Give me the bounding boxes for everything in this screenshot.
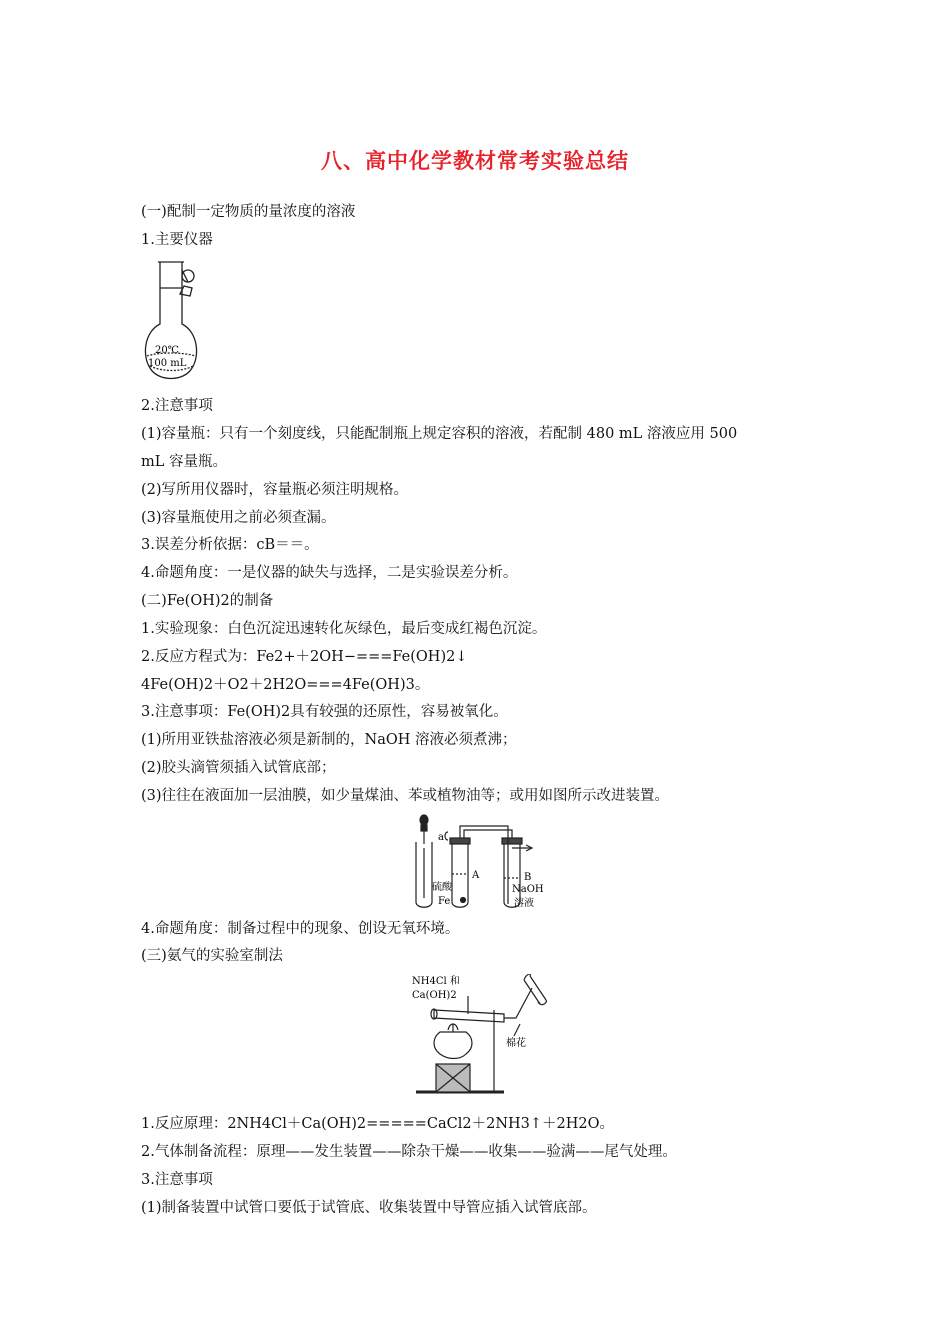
label-cotton: 棉花 xyxy=(506,1038,526,1049)
text-line: 2.气体制备流程：原理——发生装置——除杂干燥——收集——验满——尾气处理。 xyxy=(141,1144,677,1160)
label-a: a xyxy=(438,832,444,843)
text-line: mL 容量瓶。 xyxy=(141,454,227,470)
flask-volume-label: 100 mL xyxy=(148,358,187,369)
page-title: 八、高中化学教材常考实验总结 xyxy=(321,149,629,173)
section-heading-2: (二)Fe(OH)2的制备 xyxy=(141,593,274,609)
text-line: (1)制备装置中试管口要低于试管底、收集装置中导管应插入试管底部。 xyxy=(141,1200,597,1216)
text-line: (2)写所用仪器时，容量瓶必须注明规格。 xyxy=(141,482,409,498)
text-line: 1.主要仪器 xyxy=(141,232,213,248)
text-line: 4Fe(OH)2＋O2＋2H2O===4Fe(OH)3。 xyxy=(141,677,430,693)
text-line: 3.注意事项 xyxy=(141,1172,213,1188)
flask-temp-label: 20℃ xyxy=(155,345,179,356)
label-reagent2: Ca(OH)2 xyxy=(412,990,457,1001)
label-fe: Fe xyxy=(438,896,451,907)
text-line: (1)容量瓶：只有一个刻度线，只能配制瓶上规定容积的溶液，若配制 480 mL 溶液应用 500 xyxy=(141,426,738,442)
label-A: A xyxy=(472,870,480,881)
text-line: 2.反应方程式为：Fe2+＋2OH−===Fe(OH)2↓ xyxy=(141,649,468,665)
label-reagent1: NH4Cl 和 xyxy=(412,976,460,987)
text-line: 4.命题角度：一是仪器的缺失与选择，二是实验误差分析。 xyxy=(141,565,518,581)
text-line: 4.命题角度：制备过程中的现象、创设无氧环境。 xyxy=(141,921,460,937)
volumetric-flask-figure xyxy=(138,256,204,388)
section-heading-3: (三)氨气的实验室制法 xyxy=(141,948,283,964)
label-solution: 溶液 xyxy=(514,898,534,909)
label-B: B xyxy=(524,872,532,883)
text-line: (1)所用亚铁盐溶液必须是新制的，NaOH 溶液必须煮沸； xyxy=(141,732,517,748)
text-line: 2.注意事项 xyxy=(141,398,213,414)
text-line: 1.实验现象：白色沉淀迅速转化灰绿色，最后变成红褐色沉淀。 xyxy=(141,621,547,637)
text-line: (3)往往在液面加一层油膜，如少量煤油、苯或植物油等；或用如图所示改进装置。 xyxy=(141,788,670,804)
feoh2-apparatus-figure xyxy=(408,814,556,914)
ammonia-apparatus-figure xyxy=(408,974,550,1096)
text-line: 1.反应原理：2NH4Cl＋Ca(OH)2=====CaCl2＋2NH3↑＋2H2O。 xyxy=(141,1116,615,1132)
section-heading-1: (一)配制一定物质的量浓度的溶液 xyxy=(141,204,356,220)
label-naoh: NaOH xyxy=(512,884,544,895)
label-acid: 硫酸 xyxy=(432,882,452,893)
text-line: (3)容量瓶使用之前必须查漏。 xyxy=(141,510,336,526)
text-line: (2)胶头滴管须插入试管底部； xyxy=(141,760,336,776)
text-line: 3.误差分析依据：cB＝＝。 xyxy=(141,537,319,553)
text-line: 3.注意事项：Fe(OH)2具有较强的还原性，容易被氧化。 xyxy=(141,704,508,720)
